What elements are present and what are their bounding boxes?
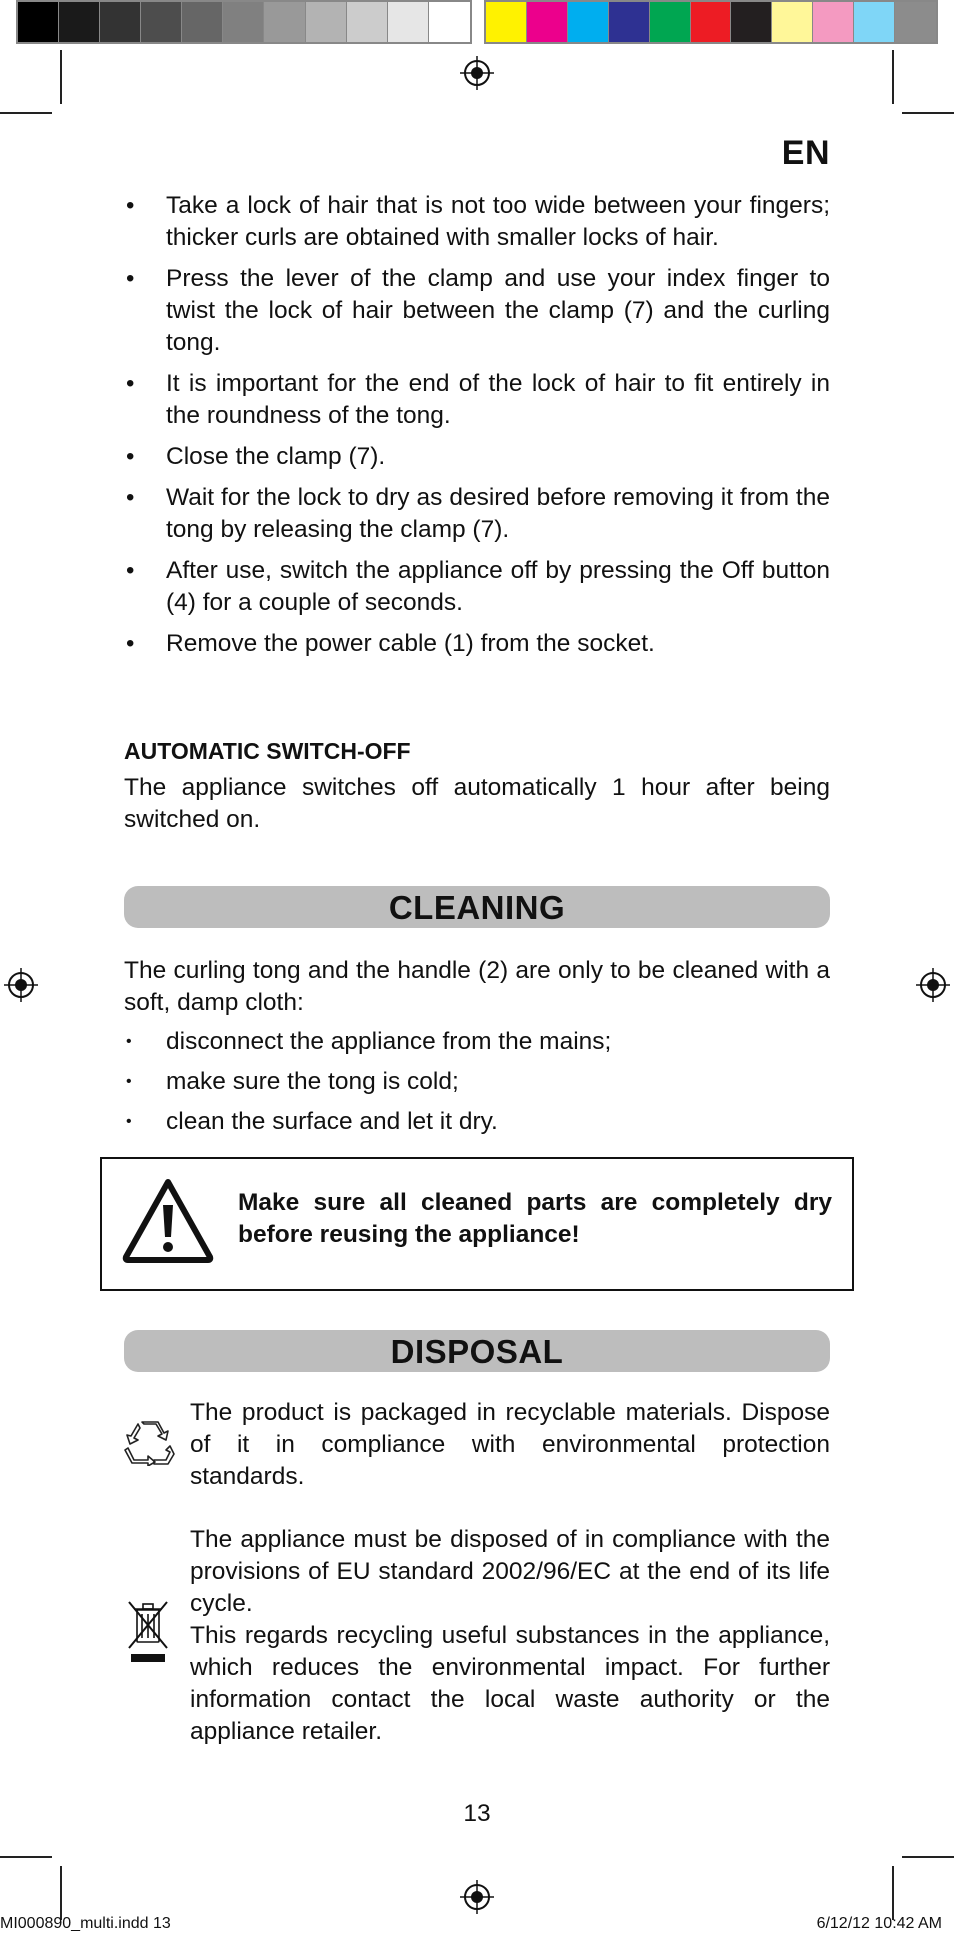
crop-mark <box>60 50 62 104</box>
warning-text: Make sure all cleaned parts are completely dry before reusing the appliance! <box>238 1189 832 1248</box>
registration-mark-icon <box>460 56 494 90</box>
color-swatch <box>429 2 470 42</box>
crop-mark <box>60 1866 62 1920</box>
color-swatch <box>264 2 305 42</box>
disposal-heading: DISPOSAL <box>390 1333 564 1370</box>
color-swatch <box>388 2 429 42</box>
color-swatch <box>141 2 182 42</box>
grayscale-swatches <box>16 0 472 44</box>
crop-mark <box>892 50 894 104</box>
color-swatches <box>484 0 938 44</box>
auto-off-text: The appliance switches off automatically 1 hour after being switched on. <box>124 774 830 833</box>
color-swatch <box>691 2 732 42</box>
usage-steps-list <box>124 190 830 669</box>
recycle-icon <box>124 1418 176 1466</box>
list-item: • After use, switch the appliance off by pressing the Off button (4) for a couple of seconds. <box>126 557 830 616</box>
list-item: • Close the clamp (7). <box>124 441 830 473</box>
cleaning-intro: The curling tong and the handle (2) are only to be cleaned with a soft, damp cloth: <box>124 957 830 1016</box>
file-slug: MI000890_multi.indd 13 <box>0 1915 171 1932</box>
bullet-glyph: • <box>126 1073 132 1090</box>
date-slug: 6/12/12 10:42 AM <box>816 1915 942 1932</box>
crossed-bin-icon <box>127 1598 169 1664</box>
cleaning-steps-list <box>124 1026 830 1146</box>
warning-triangle-icon <box>122 1177 214 1263</box>
color-swatch <box>772 2 813 42</box>
crop-mark <box>902 1856 954 1858</box>
bullet-glyph: • <box>126 630 135 657</box>
color-swatch <box>100 2 141 42</box>
list-item: • It is important for the end of the lock of hair to fit entirely in the roundness of the tong. <box>126 370 830 429</box>
color-swatch <box>223 2 264 42</box>
bullet-glyph: • <box>126 484 135 511</box>
registration-mark-icon <box>916 968 950 1002</box>
color-swatch <box>854 2 895 42</box>
color-swatch <box>650 2 691 42</box>
weee-text: The appliance must be disposed of in compliance with the provisions of EU standard 2002/96/EC at the end of its life cycle. <box>190 1526 830 1617</box>
crop-mark <box>0 112 52 114</box>
auto-off-heading: AUTOMATIC SWITCH-OFF <box>124 738 411 764</box>
packaging-text: The product is packaged in recyclable materials. Dispose of it in compliance with environmental protection standards. <box>190 1399 830 1490</box>
color-swatch <box>306 2 347 42</box>
language-label: EN <box>781 134 830 172</box>
color-swatch <box>609 2 650 42</box>
color-swatch <box>347 2 388 42</box>
color-swatch <box>731 2 772 42</box>
list-item: • Wait for the lock to dry as desired before removing it from the tong by releasing the clamp (7). <box>126 484 830 543</box>
color-calibration-bar <box>0 0 954 44</box>
registration-mark-icon <box>460 1880 494 1914</box>
crop-mark <box>902 112 954 114</box>
bullet-glyph: • <box>126 265 135 292</box>
bullet-glyph: • <box>126 1113 132 1130</box>
list-item: • Press the lever of the clamp and use your index finger to twist the lock of hair between the clamp (7) and the curling tong. <box>126 265 830 356</box>
cleaning-heading: CLEANING <box>388 889 566 926</box>
list-item: • Remove the power cable (1) from the socket. <box>124 628 830 660</box>
crop-mark <box>0 1856 52 1858</box>
list-item: • clean the surface and let it dry. <box>124 1106 830 1138</box>
crop-mark <box>892 1866 894 1920</box>
cleaning-heading-bar <box>124 886 830 928</box>
color-swatch <box>486 2 527 42</box>
list-item: • disconnect the appliance from the mains; <box>124 1026 830 1058</box>
color-swatch <box>895 2 936 42</box>
disposal-heading-bar <box>124 1330 830 1372</box>
bullet-glyph: • <box>126 370 135 397</box>
warning-box <box>100 1157 854 1291</box>
registration-mark-icon <box>4 968 38 1002</box>
color-swatch <box>59 2 100 42</box>
bullet-glyph: • <box>126 192 135 219</box>
list-item: • Take a lock of hair that is not too wide between your fingers; thicker curls are obtained with smaller locks of hair. <box>126 192 830 251</box>
color-swatch <box>568 2 609 42</box>
color-swatch <box>813 2 854 42</box>
recycling-text: This regards recycling useful substances in the appliance, which reduces the environmental impact. For further information contact the local waste authority or the appliance retailer. <box>190 1622 830 1745</box>
color-swatch <box>182 2 223 42</box>
list-item: • make sure the tong is cold; <box>124 1066 830 1098</box>
color-swatch <box>18 2 59 42</box>
color-swatch <box>527 2 568 42</box>
page-number: 13 <box>463 1800 491 1827</box>
bullet-glyph: • <box>126 443 135 470</box>
bullet-glyph: • <box>126 557 135 584</box>
bullet-glyph: • <box>126 1033 132 1050</box>
